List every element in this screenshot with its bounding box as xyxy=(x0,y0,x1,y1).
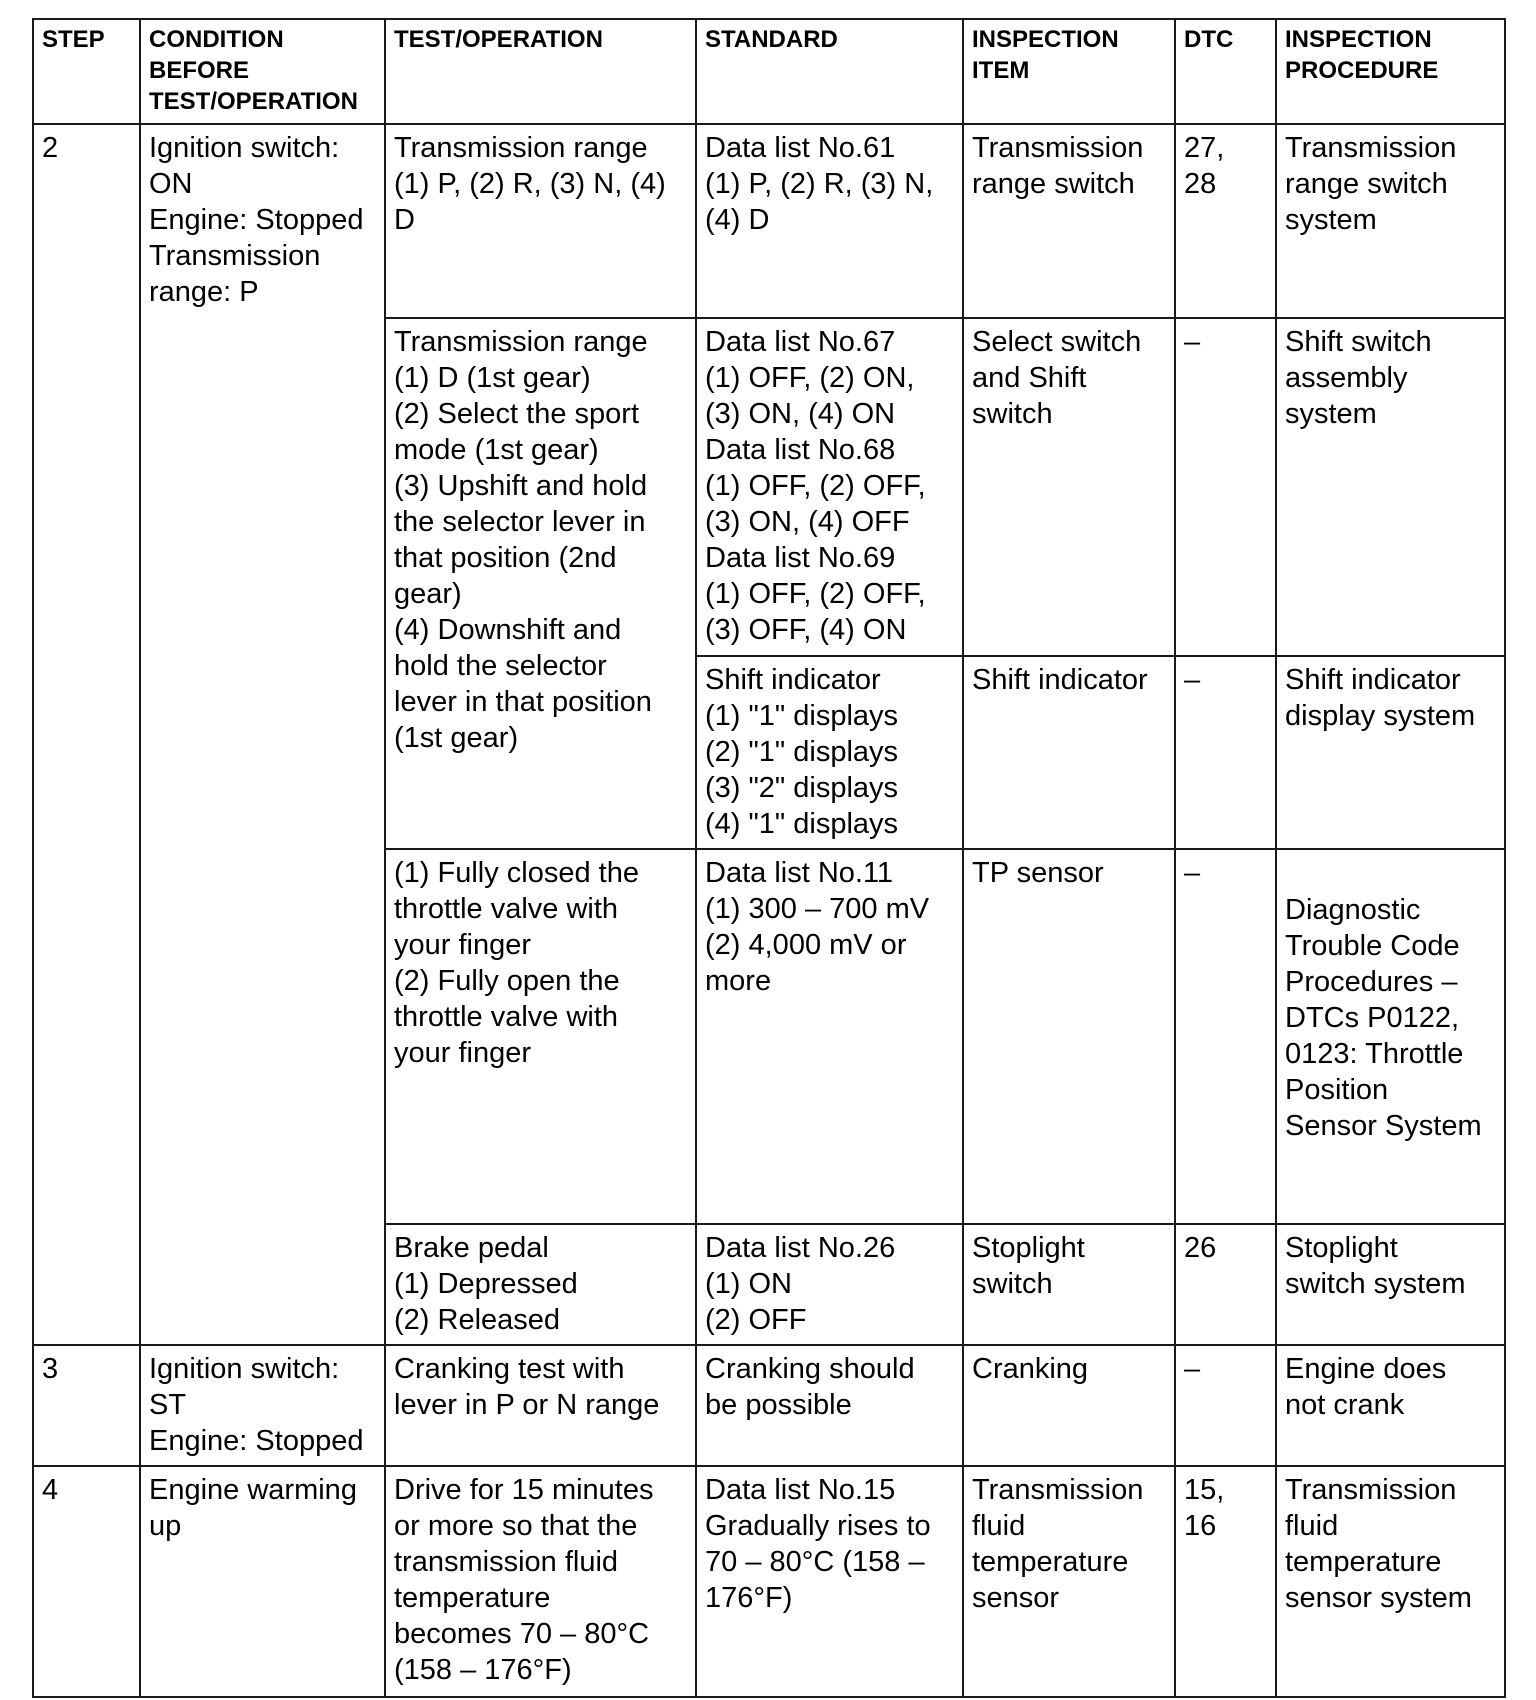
procedure-fluid-temperature: Transmission fluid temperature sensor system xyxy=(1276,1466,1505,1697)
header-condition: CONDITION BEFORE TEST/OPERATION xyxy=(140,19,385,124)
test-cranking: Cranking test with lever in P or N range xyxy=(385,1345,696,1466)
dtc-range: 27, 28 xyxy=(1175,124,1276,318)
table-row-step2-range xyxy=(33,124,1505,318)
dtc-brake: 26 xyxy=(1175,1224,1276,1345)
item-select: Select switch and Shift switch xyxy=(963,318,1175,656)
item-range: Transmission range switch xyxy=(963,124,1175,318)
condition-step2: Ignition switch: ON Engine: Stopped Transmission range: P xyxy=(140,124,385,1345)
test-range: Transmission range (1) P, (2) R, (3) N, (4) D xyxy=(385,124,696,318)
condition-step4: Engine warming up xyxy=(140,1466,385,1697)
dtc-indicator: – xyxy=(1175,656,1276,849)
dtc-fluid-temperature: 15, 16 xyxy=(1175,1466,1276,1697)
standard-indicator: Shift indicator (1) "1" displays (2) "1" displays (3) "2" displays (4) "1" displays xyxy=(696,656,963,849)
item-fluid-temperature: Transmission fluid temperature sensor xyxy=(963,1466,1175,1697)
header-dtc: DTC xyxy=(1175,19,1276,124)
header-inspection-procedure: INSPECTION PROCEDURE xyxy=(1276,19,1505,124)
standard-fluid-temperature: Data list No.15 Gradually rises to 70 – 80°C (158 – 176°F) xyxy=(696,1466,963,1697)
inspection-table xyxy=(32,18,1506,1698)
item-indicator: Shift indicator xyxy=(963,656,1175,849)
header-test-operation: TEST/OPERATION xyxy=(385,19,696,124)
procedure-tp xyxy=(1276,849,1505,1224)
header-standard: STANDARD xyxy=(696,19,963,124)
test-tp: (1) Fully closed the throttle valve with your finger (2) Fully open the throttle valve with your finger xyxy=(385,849,696,1224)
table-row-step3 xyxy=(33,1345,1505,1466)
item-brake: Stoplight switch xyxy=(963,1224,1175,1345)
standard-cranking: Cranking should be possible xyxy=(696,1345,963,1466)
item-tp: TP sensor xyxy=(963,849,1175,1224)
header-inspection-item: INSPECTION ITEM xyxy=(963,19,1175,124)
standard-range: Data list No.61 (1) P, (2) R, (3) N, (4) D xyxy=(696,124,963,318)
step-number-3: 3 xyxy=(33,1345,140,1466)
table-row-step4 xyxy=(33,1466,1505,1697)
procedure-tp-text: Diagnostic Trouble Code Procedures – DTCs P0122, 0123: Throttle Position Sensor System xyxy=(1285,894,1482,1142)
procedure-brake: Stoplight switch system xyxy=(1276,1224,1505,1345)
standard-select: Data list No.67 (1) OFF, (2) ON, (3) ON, (4) ON Data list No.68 (1) OFF, (2) OFF, (3) ON, (4) OFF Data list No.69 (1) OFF, (2) OFF, (3) OFF, (4) ON xyxy=(696,318,963,656)
table-header-row xyxy=(33,19,1505,124)
test-brake: Brake pedal (1) Depressed (2) Released xyxy=(385,1224,696,1345)
procedure-select: Shift switch assembly system xyxy=(1276,318,1505,656)
procedure-cranking: Engine does not crank xyxy=(1276,1345,1505,1466)
header-step: STEP xyxy=(33,19,140,124)
standard-brake: Data list No.26 (1) ON (2) OFF xyxy=(696,1224,963,1345)
procedure-indicator: Shift indicator display system xyxy=(1276,656,1505,849)
dtc-tp: – xyxy=(1175,849,1276,1224)
dtc-select: – xyxy=(1175,318,1276,656)
standard-tp: Data list No.11 (1) 300 – 700 mV (2) 4,000 mV or more xyxy=(696,849,963,1224)
procedure-range: Transmission range switch system xyxy=(1276,124,1505,318)
test-fluid-temperature: Drive for 15 minutes or more so that the transmission fluid temperature becomes 70 – 80°C (158 – 176°F) xyxy=(385,1466,696,1697)
condition-step3: Ignition switch: ST Engine: Stopped xyxy=(140,1345,385,1466)
step-number-4: 4 xyxy=(33,1466,140,1697)
item-cranking: Cranking xyxy=(963,1345,1175,1466)
step-number-2: 2 xyxy=(33,124,140,1345)
test-select: Transmission range (1) D (1st gear) (2) Select the sport mode (1st gear) (3) Upshift and hold the selector lever in that position (2nd gear) (4) Downshift and hold the selector lever in that position (1st gear) xyxy=(385,318,696,849)
dtc-cranking: – xyxy=(1175,1345,1276,1466)
